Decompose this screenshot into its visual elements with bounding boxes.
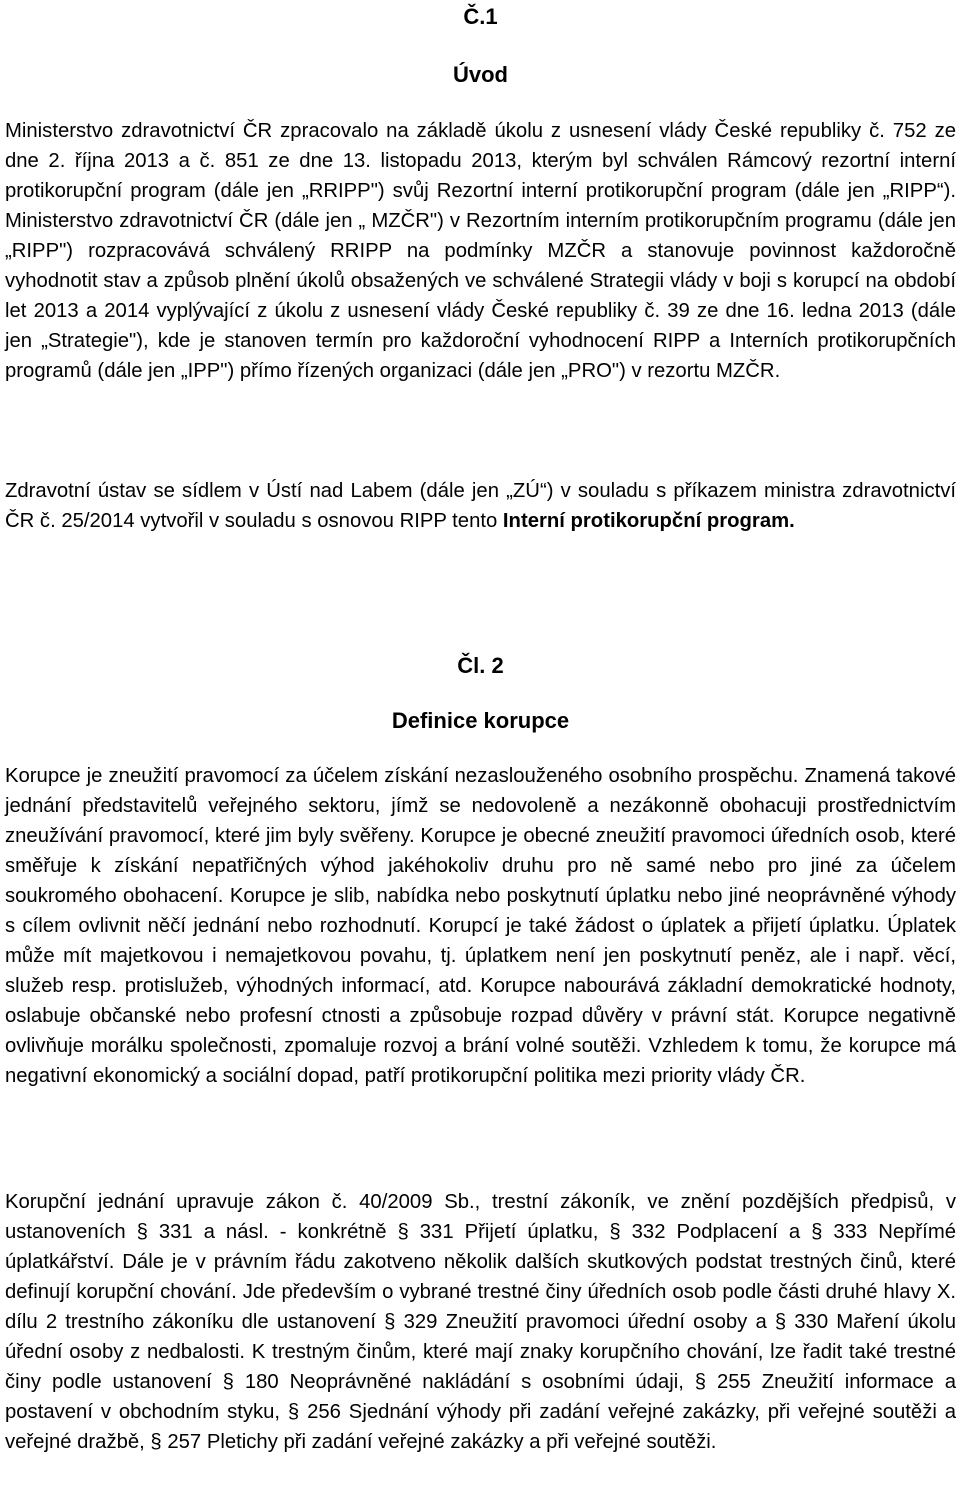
section-1-paragraph-2 <box>5 476 956 536</box>
section-2-title: Definice korupce <box>391 708 570 733</box>
section-1-paragraph-2-bold: Interní protikorupční program. <box>502 510 795 532</box>
section-2-paragraph-2: Korupční jednání upravuje zákon č. 40/2009 Sb., trestní zákoník, ve znění pozdějších předpisů, v ustanoveních § 331 a násl. - konkrétně § 331 Přijetí úplatku, § 332 Podplacení a § 333 Nepřímé úplatkářství. Dále je v právním řádu zakotveno několik dalších skutkových podstat trestných činů, které definují korupční chování. Jde především o vybrané trestné činy úředních osob podle části druhé hlavy X. dílu 2 trestního zákoníku dle ustanovení § 329 Zneužití pravomoci úřední osoby a § 330 Maření úkolu úřední osoby z nedbalosti. K trestným činům, které mají znaky korupčního chování, lze řadit také trestné činy podle ustanovení § 180 Neoprávněné nakládání s osobními údaji, § 255 Zneužití informace a postavení v obchodním styku, § 256 Sjednání výhody při zadání veřejné zakázky, při veřejné soutěži a veřejné dražbě, § 257 Pletichy při zadání veřejné zakázky a při veřejné soutěži. <box>5 1191 956 1453</box>
section-1-title: Úvod <box>453 62 508 87</box>
section-1-number: Č.1 <box>463 4 498 29</box>
section-1-paragraph-1: Ministerstvo zdravotnictví ČR zpracovalo na základě úkolu z usnesení vlády České republiky č. 752 ze dne 2. října 2013 a č. 851 ze dne 13. listopadu 2013, kterým byl schválen Rámcový rezortní interní protikorupční program (dále jen „RRIPP") svůj Rezortní interní protikorupční program (dále jen „RIPP“). Ministerstvo zdravotnictví ČR (dále jen „ MZČR") v Rezortním interním protikorupčním programu (dále jen „RIPP") rozpracovává schválený RRIPP na podmínky MZČR a stanovuje povinnost každoročně vyhodnotit stav a způsob plnění úkolů obsažených ve schválené Strategii vlády v boji s korupcí na období let 2013 a 2014 vyplývající z úkolu z usnesení vlády České republiky č. 39 ze dne 16. ledna 2013 (dále jen „Strategie"), kde je stanoven termín pro každoroční vyhodnocení RIPP a Interních protikorupčních programů (dále jen „IPP") přímo řízených organizaci (dále jen „PRO") v rezortu MZČR. <box>5 120 956 382</box>
section-2-number: Čl. 2 <box>457 653 504 678</box>
section-1-paragraph-2-text: Zdravotní ústav se sídlem v Ústí nad Labem (dále jen „ZÚ“) v souladu s příkazem ministra zdravotnictví ČR č. 25/2014 vytvořil v souladu s osnovou RIPP tento <box>5 480 956 532</box>
section-2-paragraph-1: Korupce je zneužití pravomocí za účelem získání nezaslouženého osobního prospěchu. Znamená takové jednání představitelů veřejného sektoru, jímž se nedovoleně a nezákonně obohacuji prostřednictvím zneužívání pravomocí, které jim byly svěřeny. Korupce je obecné zneužití pravomoci úředních osob, které směřuje k získání nepatřičných výhod jakéhokoliv druhu pro ně samé nebo pro jiné za účelem soukromého obohacení. Korupce je slib, nabídka nebo poskytnutí úplatku nebo jiné neoprávněné výhody s cílem ovlivnit něčí jednání nebo rozhodnutí. Korupcí je také žádost o úplatek a přijetí úplatku. Úplatek může mít majetkovou i nemajetkovou povahu, tj. úplatkem není jen poskytnutí peněz, ale i např. věcí, služeb resp. protislužeb, výhodných informací, atd. Korupce nabourává základní demokratické hodnoty, oslabuje občanské nebo profesní ctnosti a způsobuje rozpad důvěry v právní stát. Korupce negativně ovlivňuje morálku společnosti, zpomaluje rozvoj a brání volné soutěži. Vzhledem k tomu, že korupce má negativní ekonomický a sociální dopad, patří protikorupční politika mezi priority vlády ČR. <box>5 765 956 1087</box>
